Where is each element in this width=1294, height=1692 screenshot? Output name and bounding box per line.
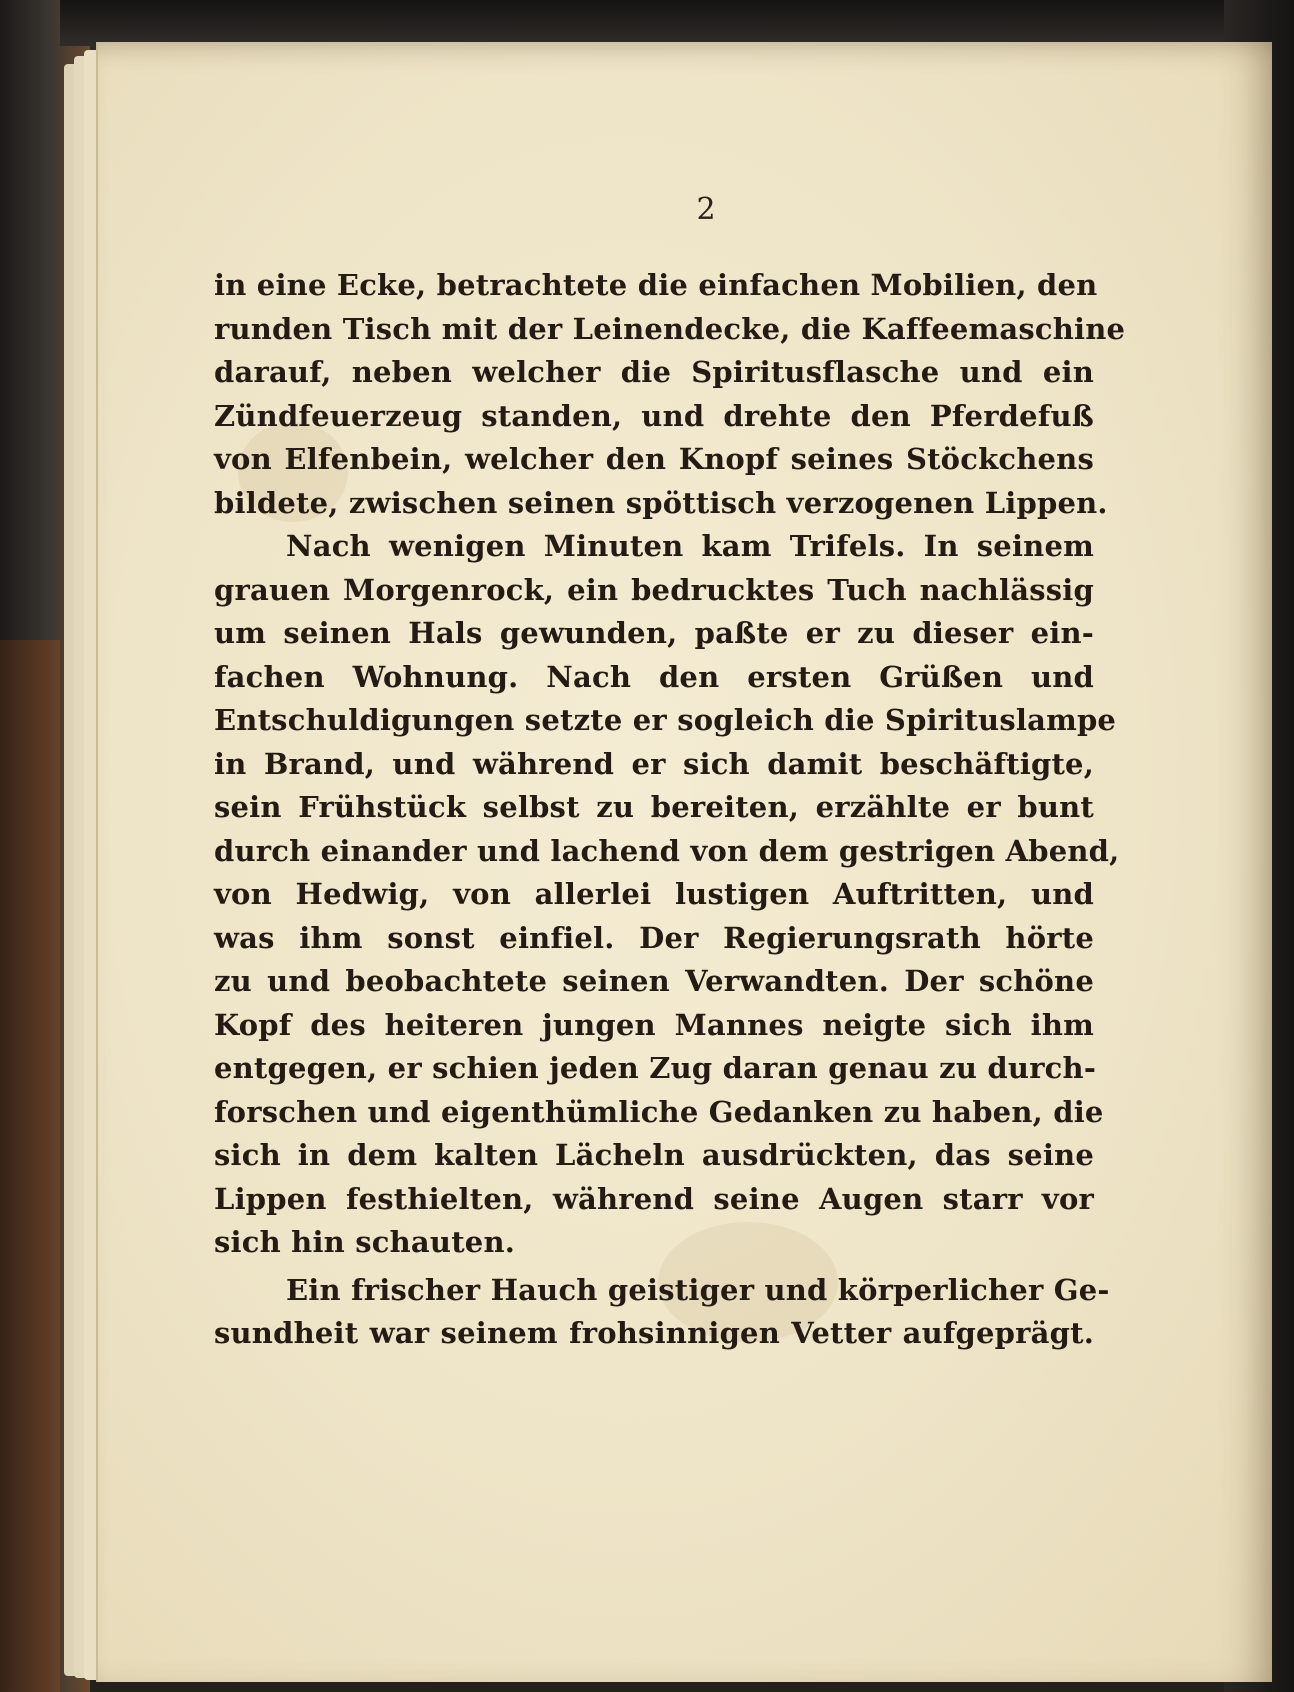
text-line: was ihm sonst einfiel. Der Regierungsrath hörte	[214, 920, 1094, 955]
text-line: grauen Morgenrock, ein bedrucktes Tuch nachlässig	[214, 572, 1094, 607]
text-line: darauf, neben welcher die Spiritusflasche und ein	[214, 355, 1094, 389]
text-line: runden Tisch mit der Leinendecke, die Kaffeemaschine	[214, 311, 1126, 346]
text-line: von Hedwig, von allerlei lustigen Auftritten, und	[214, 877, 1094, 911]
text-line: sich hin schauten.	[214, 1225, 516, 1259]
book-cover-leather	[0, 640, 60, 1692]
text-line: in Brand, und während er sich damit beschäftigte,	[214, 746, 1094, 781]
book-cover-top	[60, 0, 1294, 46]
text-line: entgegen, er schien jeden Zug daran genau zu durch-	[214, 1051, 1097, 1085]
text-line: sein Frühstück selbst zu bereiten, erzählte er bunt	[214, 790, 1094, 824]
text-line: Zündfeuerzeug standen, und drehte den Pferdefuß	[214, 398, 1094, 433]
text-line: von Elfenbein, welcher den Knopf seines Stöckchens	[214, 442, 1094, 476]
text-line: sich in dem kalten Lächeln ausdrückten, das seine	[214, 1138, 1094, 1172]
text-line: fachen Wohnung. Nach den ersten Grüßen und	[214, 659, 1094, 694]
text-line: durch einander und lachend von dem gestrigen Abend,	[214, 833, 1120, 868]
text-line: forschen und eigenthümliche Gedanken zu haben, die	[214, 1094, 1104, 1129]
text-line: bildete, zwischen seinen spöttisch verzogenen Lippen.	[214, 485, 1108, 520]
text-line: Kopf des heiteren jungen Mannes neigte sich ihm	[214, 1007, 1094, 1042]
text-line: Lippen festhielten, während seine Augen starr vor	[214, 1181, 1094, 1216]
text-line: Nach wenigen Minuten kam Trifels. In seinem	[286, 529, 1094, 563]
page-body-text	[214, 264, 1126, 1356]
text-line: zu und beobachtete seinen Verwandten. Der schöne	[214, 964, 1094, 998]
text-line: um seinen Hals gewunden, paßte er zu dieser ein-	[214, 616, 1094, 650]
text-line: in eine Ecke, betrachtete die einfachen Mobilien, den	[214, 268, 1098, 302]
text-line: Ein frischer Hauch geistiger und körperlicher Ge-	[286, 1272, 1110, 1307]
text-line: Entschuldigungen setzte er sogleich die Spirituslampe	[214, 703, 1117, 737]
page-number: 2	[696, 192, 716, 227]
text-line: sundheit war seinem frohsinnigen Vetter aufgeprägt.	[214, 1316, 1094, 1350]
